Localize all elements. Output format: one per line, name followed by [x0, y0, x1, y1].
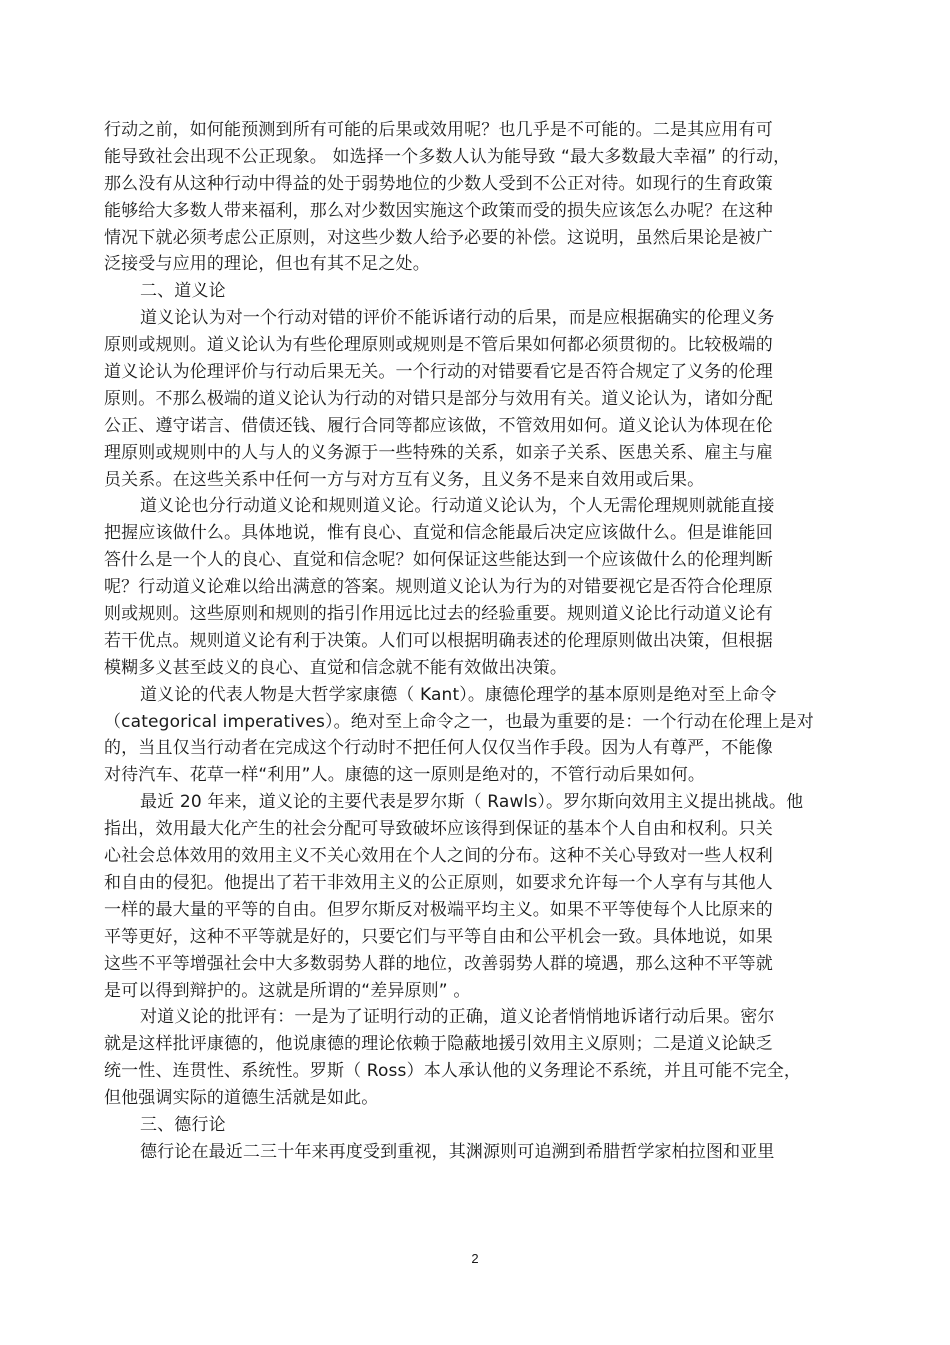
text-line: 德行论在最近二三十年来再度受到重视，其渊源则可追溯到希腊哲学家柏拉图和亚里 — [140, 1141, 775, 1162]
section-heading: 三、德行论 — [140, 1114, 226, 1135]
text-line: 道义论认为伦理评价与行动后果无关。一个行动的对错要看它是否符合规定了义务的伦理 — [104, 362, 773, 383]
text-line: 能导致社会出现不公正现象。 如选择一个多数人认为能导致 “最大多数最大幸福” 的行动， — [104, 146, 791, 167]
text-line: 心社会总体效用的效用主义不关心效用在个人之间的分布。这种不关心导致对一些人权利 — [104, 846, 773, 867]
text-line: 统一性、连贯性、系统性。罗斯（ Ross）本人承认他的义务理论不系统，并且可能不完全， — [104, 1061, 802, 1082]
text-line: 对道义论的批评有：一是为了证明行动的正确，道义论者悄悄地诉诸行动后果。密尔 — [140, 1007, 775, 1028]
text-line: 道义论的代表人物是大哲学家康德（ Kant）。康德伦理学的基本原则是绝对至上命令 — [140, 684, 777, 705]
text-line: 情况下就必须考虑公正原则，对这些少数人给予必要的补偿。这说明，虽然后果论是被广 — [104, 227, 773, 248]
text-line: 道义论认为对一个行动对错的评价不能诉诸行动的后果，而是应根据确实的伦理义务 — [140, 308, 775, 329]
text-line: （categorical imperatives）。绝对至上命令之一，也最为重要的是：一个行动在伦理上是对 — [104, 711, 814, 732]
text-line: 公正、遵守诺言、借债还钱、履行合同等都应该做，不管效用如何。道义论认为体现在伦 — [104, 415, 773, 436]
text-line: 是可以得到辩护的。这就是所谓的“差异原则” 。 — [104, 980, 471, 1001]
text-line: 那么没有从这种行动中得益的处于弱势地位的少数人受到不公正对待。如现行的生育政策 — [104, 173, 773, 194]
text-line: 和自由的侵犯。他提出了若干非效用主义的公正原则，如要求允许每一个人享有与其他人 — [104, 872, 773, 893]
text-line: 对待汽车、花草一样“利用”人。康德的这一原则是绝对的，不管行动后果如何。 — [104, 765, 706, 786]
text-line: 员关系。在这些关系中任何一方与对方互有义务，且义务不是来自效用或后果。 — [104, 469, 705, 490]
page-number: 2 — [471, 1251, 479, 1266]
text-line: 行动之前，如何能预测到所有可能的后果或效用呢？也几乎是不可能的。二是其应用有可 — [104, 120, 773, 140]
text-line: 泛接受与应用的理论，但也有其不足之处。 — [104, 254, 430, 275]
text-line: 若干优点。规则道义论有利于决策。人们可以根据明确表述的伦理原则做出决策，但根据 — [104, 630, 773, 651]
text-line: 理原则或规则中的人与人的义务源于一些特殊的关系，如亲子关系、医患关系、雇主与雇 — [104, 442, 773, 463]
text-line: 但他强调实际的道德生活就是如此。 — [104, 1088, 379, 1109]
text-line: 原则。不那么极端的道义论认为行动的对错只是部分与效用有关。道义论认为，诸如分配 — [104, 388, 773, 409]
text-line: 则或规则。这些原则和规则的指引作用远比过去的经验重要。规则道义论比行动道义论有 — [104, 604, 773, 625]
text-line: 这些不平等增强社会中大多数弱势人群的地位，改善弱势人群的境遇，那么这种不平等就 — [104, 953, 773, 974]
text-line: 就是这样批评康德的，他说康德的理论依赖于隐蔽地援引效用主义原则；二是道义论缺乏 — [104, 1034, 773, 1055]
text-line: 的，当且仅当行动者在完成这个行动时不把任何人仅仅当作手段。因为人有尊严，不能像 — [104, 738, 773, 759]
text-line: 道义论也分行动道义论和规则道义论。行动道义论认为，个人无需伦理规则就能直接 — [140, 496, 775, 517]
text-line: 呢？行动道义论难以给出满意的答案。规则道义论认为行为的对错要视它是否符合伦理原 — [104, 577, 773, 598]
text-line: 答什么是一个人的良心、直觉和信念呢？如何保证这些能达到一个应该做什么的伦理判断 — [104, 550, 773, 571]
text-line: 指出，效用最大化产生的社会分配可导致破坏应该得到保证的基本个人自由和权利。只关 — [104, 819, 773, 840]
section-heading: 二、道义论 — [140, 281, 226, 302]
text-line: 把握应该做什么。具体地说，惟有良心、直觉和信念能最后决定应该做什么。但是谁能回 — [104, 523, 773, 544]
text-line: 一样的最大量的平等的自由。但罗尔斯反对极端平均主义。如果不平等使每个人比原来的 — [104, 899, 773, 920]
text-line: 原则或规则。道义论认为有些伦理原则或规则是不管后果如何都必须贯彻的。比较极端的 — [104, 335, 773, 356]
text-line: 平等更好，这种不平等就是好的，只要它们与平等自由和公平机会一致。具体地说，如果 — [104, 926, 773, 947]
text-line: 能够给大多数人带来福利，那么对少数因实施这个政策而受的损失应该怎么办呢？在这种 — [104, 200, 773, 221]
text-line: 最近 20 年来，道义论的主要代表是罗尔斯（ Rawls）。罗尔斯向效用主义提出挑战。他 — [140, 792, 804, 813]
document-body — [104, 117, 849, 1166]
text-line: 模糊多义甚至歧义的良心、直觉和信念就不能有效做出决策。 — [104, 657, 568, 678]
